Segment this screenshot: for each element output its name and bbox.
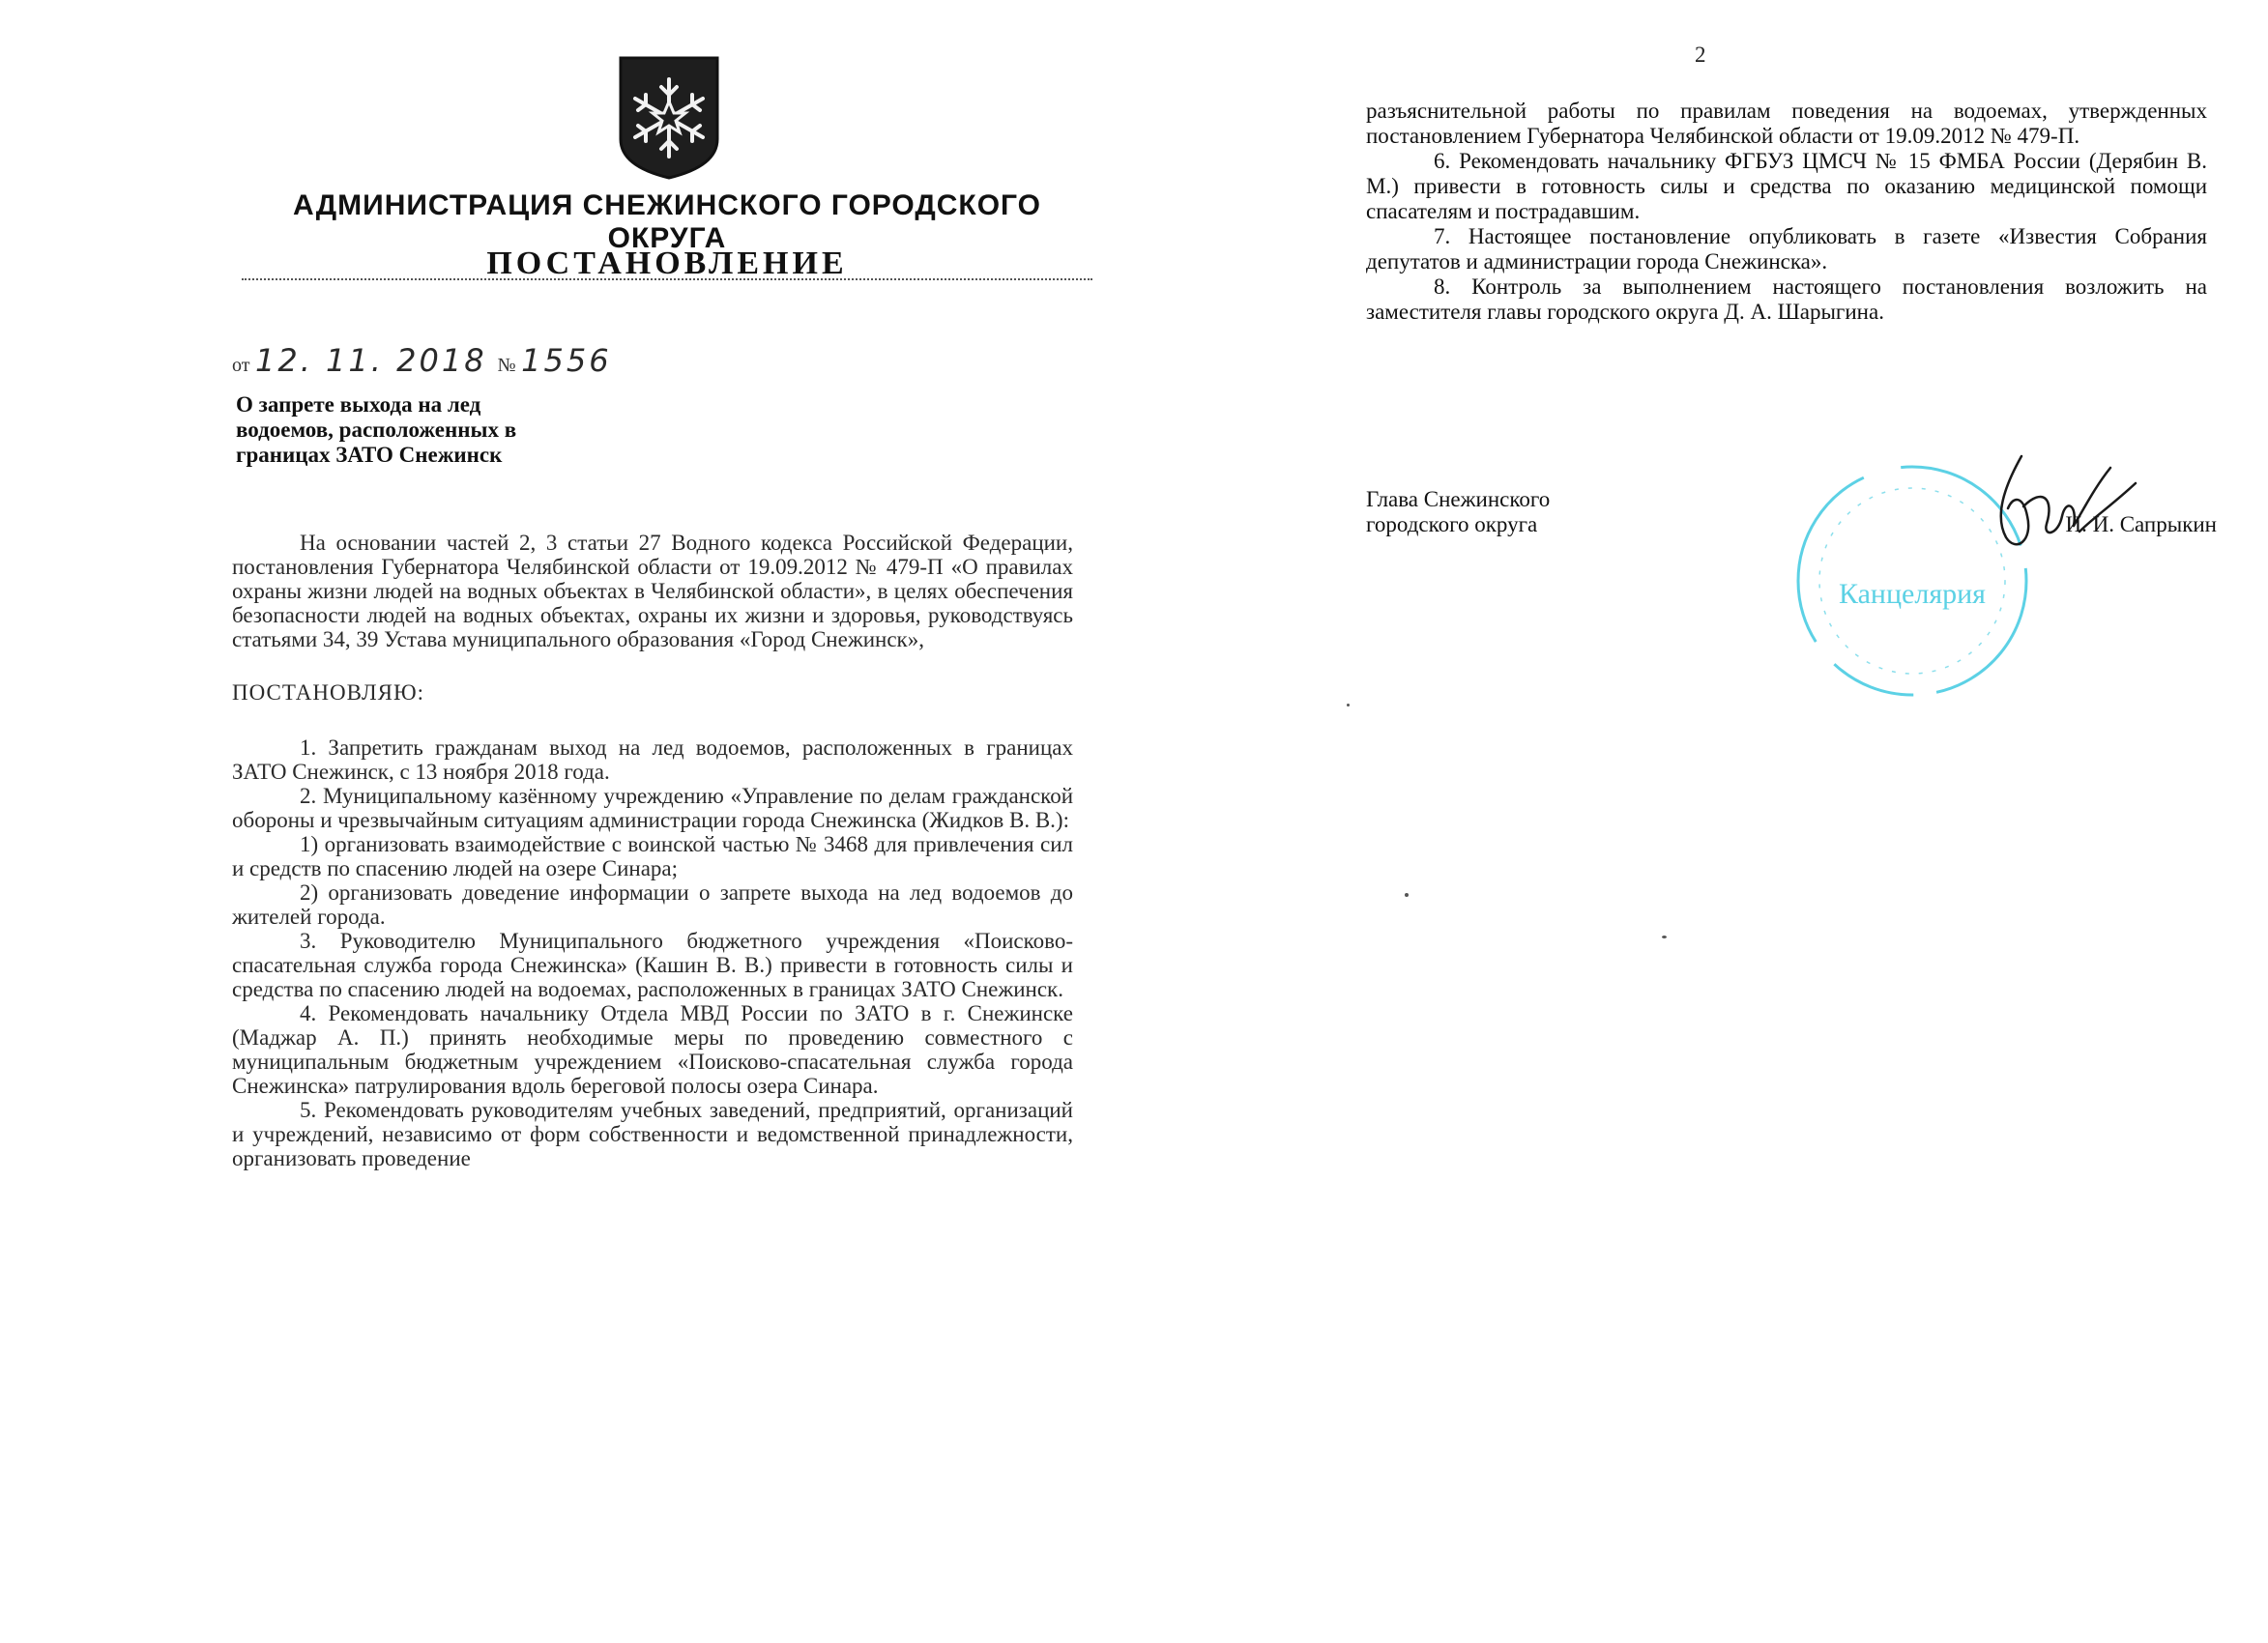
document-type-heading: ПОСТАНОВЛЕНИЕ xyxy=(486,245,848,281)
clause-paragraph: 2) организовать доведение информации о запрете выхода на лед водоемов до жителей города. xyxy=(232,880,1073,929)
signatory-title xyxy=(1366,487,1550,537)
clause-paragraph: 6. Рекомендовать начальнику ФГБУЗ ЦМСЧ № 15 ФМБА России (Дерябин В. М.) привести в готовность силы и средства по оказанию медицинской помощи спасателям и пострадавшим. xyxy=(1366,149,2207,223)
clause-paragraph: 2. Муниципальному казённому учреждению «Управление по делам гражданской обороны и чрезвычайным ситуациям администрации города Снежинска (Жидков В. В.): xyxy=(232,784,1073,832)
scan-speck xyxy=(1347,704,1350,706)
preamble-paragraph: На основании частей 2, 3 статьи 27 Водного кодекса Российской Федерации, постановления Губернатора Челябинской области от 19.09.2012 № 479-П «О правилах охраны жизни людей на водных объектах в Челябинской области», в целях обеспечения безопасности людей на водных объектах, охраны их жизни и здоровья, руководствуясь статьями 34, 39 Устава муниципального образования «Город Снежинск», xyxy=(232,531,1073,651)
document-date: 12. 11. 2018 xyxy=(254,342,487,379)
clause-paragraph: 4. Рекомендовать начальнику Отдела МВД России по ЗАТО в г. Снежинске (Маджар А. П.) принять необходимые меры по проведению совместного с муниципальным бюджетным учреждением «Поисково-спасательная служба города Снежинска» патрулирования вдоль береговой полосы озера Синара. xyxy=(232,1001,1073,1098)
header-divider xyxy=(242,278,1092,280)
body-text-page-two xyxy=(1366,99,2207,325)
clause-paragraph: 8. Контроль за выполнением настоящего постановления возложить на заместителя главы городского округа Д. А. Шарыгина. xyxy=(1366,274,2207,324)
signatory-title-line: Глава Снежинского xyxy=(1366,487,1551,511)
date-prefix: от xyxy=(232,355,250,376)
body-text-page-one xyxy=(232,531,1073,1170)
stamp-label: Канцелярия xyxy=(1839,578,1986,610)
clause-paragraph: 1. Запретить гражданам выход на лед водоемов, расположенных в границах ЗАТО Снежинск, с 13 ноября 2018 года. xyxy=(232,735,1073,784)
resolve-heading: ПОСТАНОВЛЯЮ: xyxy=(232,680,425,705)
coat-of-arms-emblem xyxy=(615,54,723,182)
subject-line: границах ЗАТО Снежинск xyxy=(236,443,503,467)
clause-paragraph: 7. Настоящее постановление опубликовать в газете «Известия Собрания депутатов и администрации города Снежинска». xyxy=(1366,224,2207,274)
document-subject xyxy=(236,392,642,468)
subject-line: водоемов, расположенных в xyxy=(236,418,517,442)
document-number: 1556 xyxy=(521,342,612,379)
signature-block xyxy=(1366,487,2217,680)
signatory-name: И. И. Сапрыкин xyxy=(2065,512,2217,536)
clause-paragraph: 3. Руководителю Муниципального бюджетного учреждения «Поисково-спасательная служба города Снежинска» (Кашин В. В.) привести в готовность силы и средства по спасению людей на водоемах, расположенных в границах ЗАТО Снежинск. xyxy=(232,929,1073,1001)
signatory-title-line: городского округа xyxy=(1366,512,1538,536)
scan-speck xyxy=(1405,893,1409,897)
handwritten-signature xyxy=(1965,448,2149,574)
page-two xyxy=(1134,0,2268,1643)
number-prefix: № xyxy=(497,355,516,376)
clause-paragraph: 5. Рекомендовать руководителям учебных заведений, предприятий, организаций и учреждений, независимо от форм собственности и ведомственной принадлежности, организовать проведение xyxy=(232,1098,1073,1170)
continuation-paragraph: разъяснительной работы по правилам поведения на водоемах, утвержденных постановлением Губернатора Челябинской области от 19.09.2012 № 479-П. xyxy=(1366,99,2207,148)
clause-paragraph: 1) организовать взаимодействие с воинской частью № 3468 для привлечения сил и средств по спасению людей на озере Синара; xyxy=(232,832,1073,880)
date-number-line xyxy=(232,342,612,379)
subject-line: О запрете выхода на лед xyxy=(236,392,481,417)
organization-title: АДМИНИСТРАЦИЯ СНЕЖИНСКОГО ГОРОДСКОГО ОКРУГА xyxy=(293,189,1041,254)
scan-speck xyxy=(1662,936,1667,938)
page-number: 2 xyxy=(1695,43,1706,67)
